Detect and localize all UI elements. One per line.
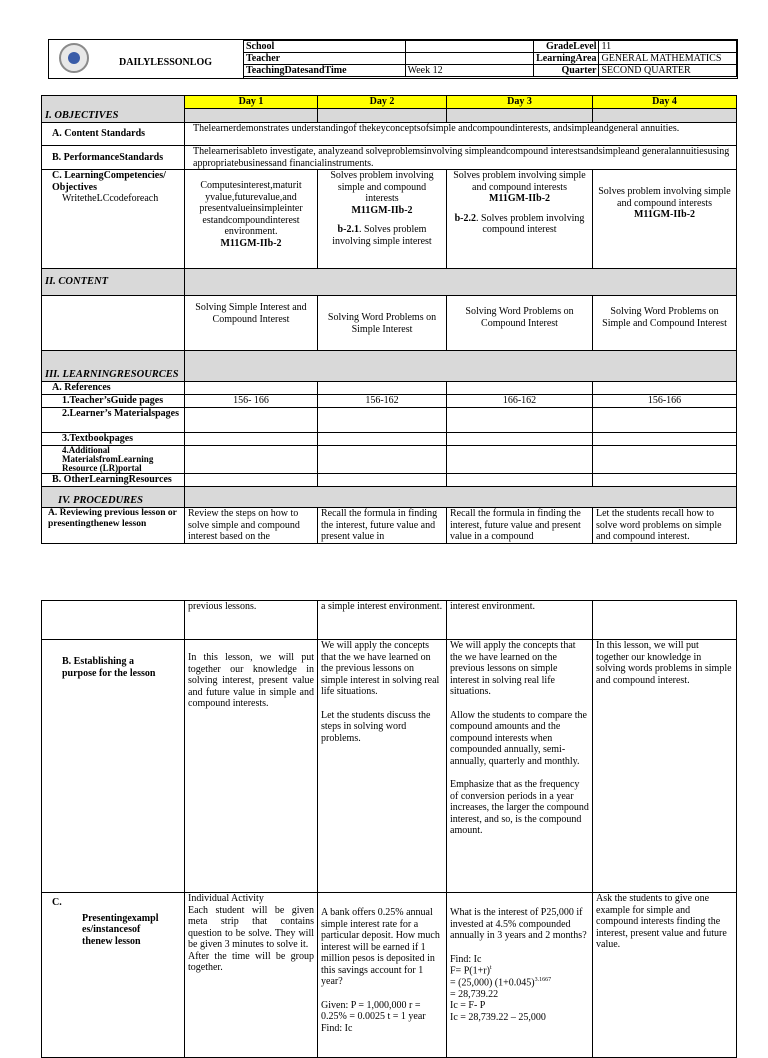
presenting-day3-f4: Ic = F- P [450, 1000, 486, 1012]
school-value [405, 41, 534, 53]
lr-day1 [185, 446, 318, 474]
other-day4 [593, 474, 737, 487]
objectives-heading-cell [42, 96, 185, 123]
tb-label: 3.Textbookpages [42, 433, 185, 446]
presenting-label: Presentingexampl es/instancesof thenew lesson [82, 912, 159, 947]
competency-day1-text: Computesinterest,maturit yvalue,futurevalue,and presentvalueinsimpleinter estandcompoundinterest environment. [199, 180, 303, 237]
lm-day1 [185, 408, 318, 433]
presenting-day1-text: Each student will be given meta strip that contains question to be solve. They will be given 3 minutes to solve it. [188, 904, 314, 950]
other-day2 [318, 474, 447, 487]
purpose-day2-p1: We will apply the concepts that the we have learned on the previous lessons on simple interest in solving real life situations. [321, 640, 440, 697]
lm-day3 [447, 408, 593, 433]
content-label-empty [42, 296, 185, 351]
resources-heading-fill [185, 351, 737, 382]
purpose-day3-p3: Emphasize that as the frequency of conversion periods in a year increases, the larger the compound interest, and so, is the compound amount. [450, 779, 589, 836]
dates-label: TeachingDatesandTime [244, 65, 406, 77]
resources-heading: III. LEARNINGRESOURCES [45, 368, 179, 380]
school-label: School [244, 41, 406, 53]
tg-label: 1.Teacher’sGuide pages [42, 395, 185, 408]
tb-day1 [185, 433, 318, 446]
formula-line-1-exp: t [489, 965, 492, 971]
purpose-day2 [318, 640, 447, 893]
lm-day2 [318, 408, 447, 433]
references-day3 [447, 382, 593, 395]
lesson-table-page2 [41, 600, 737, 1058]
dates-value: Week 12 [405, 65, 534, 77]
competency-day2-b-text: . Solves problem involving simple interest [332, 224, 432, 247]
performance-standards-label: B. PerformanceStandards [42, 146, 185, 170]
references-day2 [318, 382, 447, 395]
header-left [49, 40, 244, 78]
competency-day3-b-text: . Solves problem involving compound interest [476, 212, 585, 235]
purpose-day3 [447, 640, 593, 893]
content-day1: Solving Simple Interest and Compound Interest [185, 296, 318, 351]
presenting-day2-find: Find: Ic [321, 1022, 353, 1034]
reviewing-cont-day2: a simple interest environment. [318, 601, 447, 640]
quarter-label: Quarter [534, 65, 599, 77]
competency-day3 [447, 170, 593, 269]
objectives-heading: I. OBJECTIVES [45, 109, 119, 121]
competency-day3-text: Solves problem involving simple and compound interests [453, 170, 586, 193]
reviewing-day3: Recall the formula in finding the interest, future value and present value in a compound [447, 508, 593, 544]
presenting-day3-f1 [450, 965, 589, 977]
content-heading: II. CONTENT [45, 275, 109, 287]
purpose-day1: In this lesson, we will put together our knowledge in solving interest, present value and future value in simple and compound interests. [185, 640, 318, 893]
presenting-day1 [185, 893, 318, 1058]
teacher-label: Teacher [244, 53, 406, 65]
reviewing-cont-day4 [593, 601, 737, 640]
competencies-label: C. LearningCompetencies/ Objectives [52, 170, 166, 193]
tb-day3 [447, 433, 593, 446]
content-day4: Solving Word Problems on Simple and Compound Interest [593, 296, 737, 351]
purpose-day3-p2: Allow the students to compare the compound amounts and the compound interests when compounded annually, semi-annually, quarterly and monthly. [450, 709, 587, 767]
procedures-heading: IV. PROCEDURES [58, 494, 144, 506]
grade-value: 11 [599, 41, 737, 53]
competency-day3-b [450, 213, 589, 236]
competencies-label-cell [42, 170, 185, 269]
day3-header: Day 3 [447, 96, 592, 109]
content-day3: Solving Word Problems on Compound Interest [447, 296, 593, 351]
reviewing-day4: Let the students recall how to solve word problems on simple and compound interest. [593, 508, 737, 544]
competency-day2-code: M11GM-IIb-2 [351, 204, 413, 216]
content-day2: Solving Word Problems on Simple Interest [318, 296, 447, 351]
resources-heading-cell [42, 351, 185, 382]
presenting-day3-find: Find: Ic [450, 953, 482, 965]
presenting-day1-title: Individual Activity [188, 893, 264, 904]
other-day1 [185, 474, 318, 487]
competencies-sub: WritetheLCcodeforeach [62, 193, 159, 204]
presenting-label-cell [42, 893, 185, 1058]
presenting-day3-f3: = 28,739.22 [450, 988, 499, 1000]
lm-label: 2.Learner’s Materialspages [42, 408, 185, 433]
performance-standards-text: Thelearnerisableto investigate, analyzeand solveproblemsinvolving simpleandcompound interestsandsimpleand generalannuitiesusing appropriatebusinessand financialinstruments. [185, 146, 737, 170]
area-label: LearningArea [534, 53, 599, 65]
reviewing-cont-label [42, 601, 185, 640]
area-value: GENERAL MATHEMATICS [599, 53, 737, 65]
content-standards-label: A. Content Standards [42, 123, 185, 146]
purpose-day4: In this lesson, we will put together our knowledge in solving words problems in simple and compound interest. [593, 640, 737, 893]
reviewing-day1: Review the steps on how to solve simple and compound interest based on the [185, 508, 318, 544]
day1-header-cell [185, 96, 318, 123]
competency-day2 [318, 170, 447, 269]
purpose-label-cell [42, 640, 185, 893]
day2-header: Day 2 [318, 96, 446, 109]
formula-line-1: F= P(1+r) [450, 965, 490, 977]
day4-header: Day 4 [593, 96, 736, 109]
references-label: A. References [42, 382, 185, 395]
competency-day1 [185, 170, 318, 269]
header-block [48, 39, 738, 79]
reviewing-cont-day1: previous lessons. [185, 601, 318, 640]
presenting-day1-p2: After the time will be group together. [188, 950, 314, 973]
competency-day3-b-num: b-2.2 [454, 212, 477, 224]
tg-day1: 156- 166 [185, 395, 318, 408]
tg-day3: 166-162 [447, 395, 593, 408]
presenting-day3-f2 [450, 977, 589, 989]
competency-day2-text: Solves problem involving simple and compound interests [330, 170, 434, 204]
formula-line-2-exp: 3.1667 [534, 976, 552, 983]
presenting-day4: Ask the students to give one example for simple and compound interests finding the interest, present value and future value. [593, 893, 737, 1058]
lesson-table-page1 [41, 95, 737, 544]
presenting-day3-text: What is the interest of P25,000 if invested at 4.5% compounded annually in 3 years and 2 months? [450, 907, 587, 941]
grade-label: GradeLevel [534, 41, 599, 53]
presenting-day2-text: A bank offers 0.25% annual simple interest rate for a particular deposit. How much interest will be earned if 1 million pesos is deposited in this savings account for 1 year? [321, 907, 440, 987]
procedures-heading-fill [185, 487, 737, 508]
purpose-day3-p1: We will apply the concepts that the we have learned on the previous lessons on simple interest in solving real life situations. [450, 640, 576, 697]
lr-day4 [593, 446, 737, 474]
presenting-label-num: C. [52, 897, 62, 908]
presenting-day2-given: Given: P = 1,000,000 r = 0.25% = 0.0025 t = 1 year [321, 999, 426, 1022]
competency-day2-b [321, 224, 443, 247]
header-table [243, 40, 737, 77]
competency-day2-b-num: b-2.1 [337, 224, 359, 235]
quarter-value: SECOND QUARTER [599, 65, 737, 77]
competency-day3-code: M11GM-IIb-2 [488, 193, 551, 204]
day1-header: Day 1 [185, 96, 317, 109]
tb-day2 [318, 433, 447, 446]
teacher-value [405, 53, 534, 65]
presenting-day2 [318, 893, 447, 1058]
content-standards-text: Thelearnerdemonstrates understandingof thekeyconceptsofsimple andcompoundinterests, andsimpleandgeneral annuities. [185, 123, 737, 146]
reviewing-label: A. Reviewing previous lesson or presentingthenew lesson [42, 508, 185, 544]
reviewing-cont-day3: interest environment. [447, 601, 593, 640]
day3-header-cell [447, 96, 593, 123]
lm-day4 [593, 408, 737, 433]
deped-seal-icon [59, 43, 89, 73]
purpose-label: B. Establishing a purpose for the lesson [62, 656, 156, 679]
formula-line-2: = (25,000) (1+0.045) [450, 977, 535, 989]
competency-day4 [593, 170, 737, 269]
lr-day3 [447, 446, 593, 474]
content-heading-fill [185, 269, 737, 296]
tg-day4: 156-166 [593, 395, 737, 408]
references-day4 [593, 382, 737, 395]
content-heading-cell [42, 269, 185, 296]
lr-day2 [318, 446, 447, 474]
day2-header-cell [318, 96, 447, 123]
presenting-day3-f5: Ic = 28,739.22 – 25,000 [450, 1011, 546, 1023]
day4-header-cell [593, 96, 737, 123]
presenting-day3 [447, 893, 593, 1058]
competency-day4-code: M11GM-IIb-2 [633, 209, 696, 220]
tb-day4 [593, 433, 737, 446]
competency-day4-text: Solves problem involving simple and compound interests [598, 186, 731, 209]
lr-label: 4.Additional MaterialsfromLearning Resource (LR)portal [42, 446, 185, 474]
document-title: DAILYLESSONLOG [119, 57, 212, 68]
purpose-day2-p2: Let the students discuss the steps in solving word problems. [321, 709, 431, 744]
procedures-heading-cell [42, 487, 185, 508]
other-day3 [447, 474, 593, 487]
other-resources-label: B. OtherLearningResources [42, 474, 185, 487]
competency-day1-code: M11GM-IIb-2 [220, 237, 282, 249]
reviewing-day2: Recall the formula in finding the interest, future value and present value in [318, 508, 447, 544]
references-day1 [185, 382, 318, 395]
tg-day2: 156-162 [318, 395, 447, 408]
